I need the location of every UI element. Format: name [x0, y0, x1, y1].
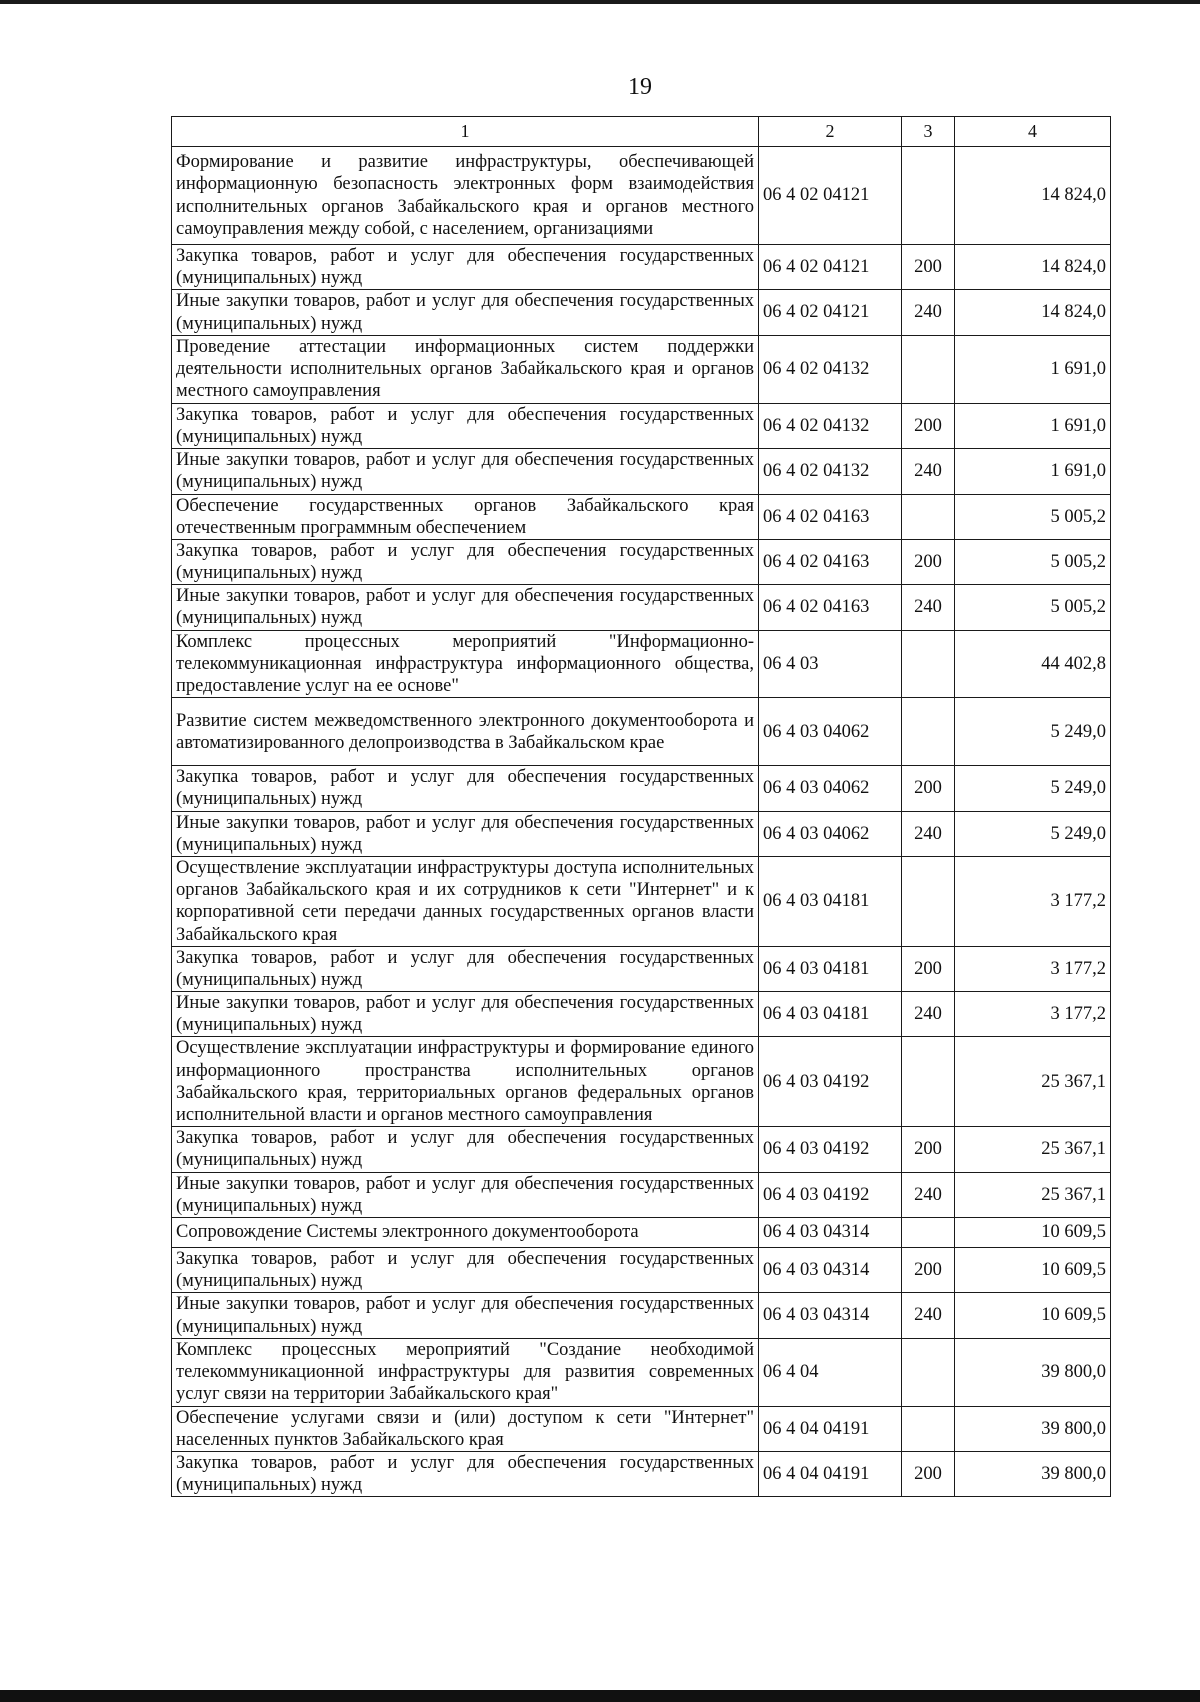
- cell-amount: 5 249,0: [955, 811, 1111, 856]
- cell-code: 06 4 03 04192: [759, 1172, 902, 1217]
- cell-name: Закупка товаров, работ и услуг для обеспечения государственных (муниципальных) нужд: [172, 403, 759, 448]
- cell-amount: 25 367,1: [955, 1037, 1111, 1127]
- cell-amount: 1 691,0: [955, 335, 1111, 403]
- cell-code: 06 4 03 04181: [759, 946, 902, 991]
- cell-code: 06 4 02 04121: [759, 147, 902, 245]
- cell-code: 06 4 02 04163: [759, 494, 902, 539]
- scan-edge-top: [0, 0, 1200, 4]
- cell-code: 06 4 03 04314: [759, 1293, 902, 1338]
- table-row: [172, 811, 1111, 856]
- table-row: [172, 147, 1111, 245]
- table-row: [172, 766, 1111, 811]
- cell-amount: 44 402,8: [955, 630, 1111, 698]
- cell-name: Закупка товаров, работ и услуг для обеспечения государственных (муниципальных) нужд: [172, 245, 759, 290]
- cell-name: Комплекс процессных мероприятий "Создание необходимой телекоммуникационной инфраструктуры для развития современных услуг связи на территории Забайкальского края": [172, 1338, 759, 1406]
- cell-name: Закупка товаров, работ и услуг для обеспечения государственных (муниципальных) нужд: [172, 766, 759, 811]
- cell-name: Обеспечение государственных органов Забайкальского края отечественным программным обеспечением: [172, 494, 759, 539]
- table-row: [172, 494, 1111, 539]
- table-row: [172, 539, 1111, 584]
- cell-name: Иные закупки товаров, работ и услуг для обеспечения государственных (муниципальных) нужд: [172, 1172, 759, 1217]
- cell-name: Комплекс процессных мероприятий "Информационно-телекоммуникационная инфраструктура информационного общества, предоставление услуг на ее основе": [172, 630, 759, 698]
- table-row: [172, 1172, 1111, 1217]
- cell-amount: 5 005,2: [955, 585, 1111, 630]
- cell-type: 200: [902, 1127, 955, 1172]
- cell-type: [902, 1217, 955, 1247]
- cell-type: 240: [902, 992, 955, 1037]
- cell-code: 06 4 04: [759, 1338, 902, 1406]
- cell-code: 06 4 03 04181: [759, 856, 902, 946]
- table-row: [172, 1406, 1111, 1451]
- table-row: [172, 1247, 1111, 1292]
- cell-type: [902, 698, 955, 766]
- cell-amount: 39 800,0: [955, 1406, 1111, 1451]
- cell-name: Сопровождение Системы электронного документооборота: [172, 1217, 759, 1247]
- table-row: [172, 585, 1111, 630]
- cell-amount: 5 249,0: [955, 698, 1111, 766]
- table-row: [172, 992, 1111, 1037]
- cell-type: 200: [902, 539, 955, 584]
- table-row: [172, 1217, 1111, 1247]
- cell-name: Иные закупки товаров, работ и услуг для обеспечения государственных (муниципальных) нужд: [172, 811, 759, 856]
- cell-code: 06 4 03 04181: [759, 992, 902, 1037]
- cell-name: Осуществление эксплуатации инфраструктуры и формирование единого информационного пространства исполнительных органов Забайкальского края, территориальных органов федеральных органов исполнительной власти и органов местного самоуправления: [172, 1037, 759, 1127]
- cell-code: 06 4 03 04192: [759, 1037, 902, 1127]
- cell-amount: 3 177,2: [955, 992, 1111, 1037]
- table-row: [172, 335, 1111, 403]
- cell-name: Закупка товаров, работ и услуг для обеспечения государственных (муниципальных) нужд: [172, 1127, 759, 1172]
- table-body: [172, 147, 1111, 1497]
- cell-name: Развитие систем межведомственного электронного документооборота и автоматизированного делопроизводства в Забайкальском крае: [172, 698, 759, 766]
- cell-name: Закупка товаров, работ и услуг для обеспечения государственных (муниципальных) нужд: [172, 946, 759, 991]
- cell-type: 240: [902, 585, 955, 630]
- cell-code: 06 4 02 04132: [759, 449, 902, 494]
- cell-type: 200: [902, 946, 955, 991]
- cell-amount: 1 691,0: [955, 403, 1111, 448]
- table-row: [172, 946, 1111, 991]
- table-row: [172, 630, 1111, 698]
- cell-amount: 5 249,0: [955, 766, 1111, 811]
- cell-amount: 5 005,2: [955, 494, 1111, 539]
- cell-type: 240: [902, 290, 955, 335]
- cell-type: [902, 1406, 955, 1451]
- cell-code: 06 4 02 04121: [759, 245, 902, 290]
- cell-code: 06 4 03 04192: [759, 1127, 902, 1172]
- cell-type: [902, 1037, 955, 1127]
- cell-name: Иные закупки товаров, работ и услуг для обеспечения государственных (муниципальных) нужд: [172, 1293, 759, 1338]
- cell-code: 06 4 02 04163: [759, 585, 902, 630]
- table-row: [172, 290, 1111, 335]
- cell-name: Иные закупки товаров, работ и услуг для обеспечения государственных (муниципальных) нужд: [172, 585, 759, 630]
- cell-code: 06 4 03 04062: [759, 811, 902, 856]
- page-number: 19: [628, 74, 652, 100]
- cell-code: 06 4 03 04062: [759, 698, 902, 766]
- cell-amount: 14 824,0: [955, 245, 1111, 290]
- cell-amount: 25 367,1: [955, 1172, 1111, 1217]
- cell-name: Закупка товаров, работ и услуг для обеспечения государственных (муниципальных) нужд: [172, 1452, 759, 1497]
- cell-type: 200: [902, 1452, 955, 1497]
- cell-amount: 10 609,5: [955, 1293, 1111, 1338]
- cell-amount: 39 800,0: [955, 1338, 1111, 1406]
- cell-amount: 5 005,2: [955, 539, 1111, 584]
- cell-amount: 1 691,0: [955, 449, 1111, 494]
- cell-amount: 3 177,2: [955, 856, 1111, 946]
- cell-name: Обеспечение услугами связи и (или) доступом к сети "Интернет" населенных пунктов Забайкальского края: [172, 1406, 759, 1451]
- cell-name: Иные закупки товаров, работ и услуг для обеспечения государственных (муниципальных) нужд: [172, 290, 759, 335]
- table-row: [172, 698, 1111, 766]
- cell-code: 06 4 02 04132: [759, 335, 902, 403]
- scan-edge-bottom: [0, 1690, 1200, 1702]
- table-row: [172, 1338, 1111, 1406]
- cell-code: 06 4 03 04314: [759, 1247, 902, 1292]
- cell-name: Осуществление эксплуатации инфраструктуры доступа исполнительных органов Забайкальского края и их сотрудников к сети "Интернет" и к корпоративной сети передачи данных государственных органов власти Забайкальского края: [172, 856, 759, 946]
- cell-code: 06 4 02 04163: [759, 539, 902, 584]
- header-cell-name: 1: [172, 117, 759, 147]
- table-row: [172, 1452, 1111, 1497]
- cell-code: 06 4 03: [759, 630, 902, 698]
- cell-amount: 25 367,1: [955, 1127, 1111, 1172]
- cell-type: [902, 856, 955, 946]
- cell-name: Иные закупки товаров, работ и услуг для обеспечения государственных (муниципальных) нужд: [172, 992, 759, 1037]
- table-row: [172, 403, 1111, 448]
- cell-name: Проведение аттестации информационных систем поддержки деятельности исполнительных органов Забайкальского края и органов местного самоуправления: [172, 335, 759, 403]
- cell-name: Иные закупки товаров, работ и услуг для обеспечения государственных (муниципальных) нужд: [172, 449, 759, 494]
- table-row: [172, 449, 1111, 494]
- cell-type: 240: [902, 1293, 955, 1338]
- cell-type: [902, 335, 955, 403]
- cell-amount: 3 177,2: [955, 946, 1111, 991]
- cell-code: 06 4 03 04062: [759, 766, 902, 811]
- cell-amount: 39 800,0: [955, 1452, 1111, 1497]
- cell-amount: 14 824,0: [955, 147, 1111, 245]
- cell-amount: 10 609,5: [955, 1217, 1111, 1247]
- cell-name: Формирование и развитие инфраструктуры, обеспечивающей информационную безопасность электронных форм взаимодействия исполнительных органов Забайкальского края и органов местного самоуправления между собой, с населением, организациями: [172, 147, 759, 245]
- cell-type: 200: [902, 1247, 955, 1292]
- cell-type: 200: [902, 403, 955, 448]
- header-cell-amount: 4: [955, 117, 1111, 147]
- header-cell-code: 2: [759, 117, 902, 147]
- cell-type: [902, 147, 955, 245]
- cell-type: 240: [902, 449, 955, 494]
- table-row: [172, 1127, 1111, 1172]
- cell-type: 240: [902, 811, 955, 856]
- cell-code: 06 4 02 04132: [759, 403, 902, 448]
- cell-name: Закупка товаров, работ и услуг для обеспечения государственных (муниципальных) нужд: [172, 1247, 759, 1292]
- cell-code: 06 4 04 04191: [759, 1452, 902, 1497]
- header-cell-type: 3: [902, 117, 955, 147]
- cell-type: [902, 494, 955, 539]
- cell-type: [902, 1338, 955, 1406]
- cell-amount: 10 609,5: [955, 1247, 1111, 1292]
- table-row: [172, 856, 1111, 946]
- cell-type: 240: [902, 1172, 955, 1217]
- cell-code: 06 4 03 04314: [759, 1217, 902, 1247]
- cell-name: Закупка товаров, работ и услуг для обеспечения государственных (муниципальных) нужд: [172, 539, 759, 584]
- cell-type: [902, 630, 955, 698]
- budget-table: [171, 116, 1111, 1497]
- cell-type: 200: [902, 245, 955, 290]
- table-row: [172, 1293, 1111, 1338]
- cell-type: 200: [902, 766, 955, 811]
- cell-code: 06 4 04 04191: [759, 1406, 902, 1451]
- table-row: [172, 245, 1111, 290]
- table-row: [172, 1037, 1111, 1127]
- cell-code: 06 4 02 04121: [759, 290, 902, 335]
- cell-amount: 14 824,0: [955, 290, 1111, 335]
- table-header-row: [172, 117, 1111, 147]
